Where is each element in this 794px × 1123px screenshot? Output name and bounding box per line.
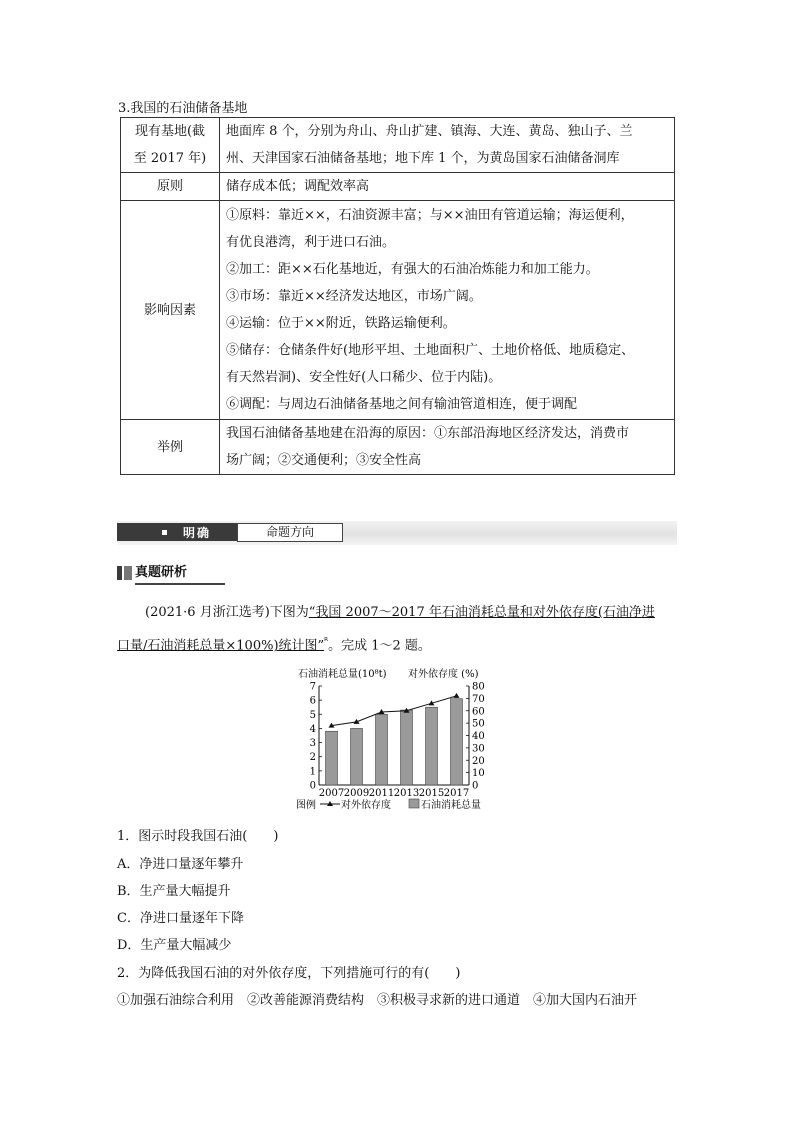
x-tick-label: 2017 (443, 788, 470, 799)
bar (401, 710, 413, 785)
intro-underlined: “我国 2007～2017 年石油消耗总量和对外依存度(石油净进 (308, 605, 655, 620)
intro-line-2 (117, 627, 431, 661)
legend-line-label: 对外依存度 (341, 800, 391, 811)
value-line: ④运输：位于××附近，铁路运输便利。 (226, 316, 456, 331)
chart-line (329, 693, 460, 728)
bar (426, 707, 438, 785)
oil-reserve-table (120, 117, 675, 475)
value-line: 州、天津国家石油储备基地；地下库 1 个，为黄岛国家石油储备洞库 (226, 151, 620, 166)
table-row (121, 173, 675, 201)
key-line: 至 2017 年) (133, 151, 207, 166)
value-line: ⑥调配：与周边石油储备基地之间有输油管道相连，便于调配 (226, 397, 578, 412)
row-key-example: 举例 (121, 420, 220, 475)
y2-tick-label: 0 (472, 780, 479, 792)
band-label-dark (117, 523, 237, 541)
x-tick-label: 2009 (343, 788, 370, 799)
x-tick-labels (319, 788, 469, 799)
legend-prefix: 图例 (296, 800, 316, 811)
row-value-principle: 储存成本低；调配效率高 (220, 173, 675, 201)
bar (451, 699, 463, 785)
y2-tick-label: 30 (472, 743, 485, 755)
value-line: 有天然岩洞)、安全性好(人口稀少、位于内陆)。 (226, 370, 502, 385)
question-1-option-a: A．净进口量逐年攀升 (117, 857, 244, 872)
intro-underlined: 口量/石油消耗总量×100%)统计图” (117, 638, 325, 654)
key-line: 现有基地(截 (134, 124, 206, 139)
intro-prefix: (2021·6 月浙江选考)下图为 (145, 605, 309, 620)
y2-tick-label: 60 (472, 706, 485, 718)
y2-tick-label: 50 (472, 718, 485, 730)
legend-bar-swatch (409, 799, 419, 808)
band-label-box: 命题方向 (237, 523, 343, 542)
y2-tick-label: 20 (472, 755, 485, 767)
y-axis-label: 石油消耗总量(10⁸t) (298, 669, 387, 680)
band-dark-text: 明确 (183, 526, 212, 540)
y2-tick-label: 80 (472, 681, 485, 693)
table-row (121, 118, 675, 173)
y-tick-label: 1 (309, 766, 316, 778)
question-1-option-b: B．生产量大幅提升 (117, 884, 231, 899)
x-tick-label: 2007 (318, 788, 345, 799)
legend-bar-label: 石油消耗总量 (421, 800, 481, 811)
section-title: 3.我国的石油储备基地 (118, 101, 248, 116)
intro-line-1 (145, 598, 680, 628)
y2-axis-label: 对外依存度 (%) (408, 669, 479, 680)
x-tick-label: 2011 (368, 788, 395, 799)
row-key-existing-bases (121, 118, 220, 173)
value-line: ②加工：距××石化基地近，有强大的石油冶炼能力和加工能力。 (226, 262, 599, 277)
row-value-existing-bases (220, 118, 675, 173)
legend (296, 798, 481, 811)
y-tick-label: 0 (309, 780, 316, 792)
y-tick-label: 2 (309, 752, 316, 764)
y-tick-label: 4 (309, 723, 316, 735)
oil-consumption-chart (290, 664, 510, 816)
row-value-example (220, 420, 675, 475)
question-1-stem: 1．图示时段我国石油( ) (117, 829, 279, 844)
value-line: ③市场：靠近××经济发达地区，市场广阔。 (226, 289, 482, 304)
intro-suffix: 。完成 1～2 题。 (328, 638, 431, 654)
x-tick-label: 2013 (393, 788, 420, 799)
value-line: ①原料：靠近××，石油资源丰富；与××油田有管道运输；海运便利， (226, 208, 634, 223)
question-2-stem: 2．为降低我国石油的对外依存度，下列措施可行的有( ) (117, 966, 461, 981)
row-key-factors: 影响因素 (121, 201, 220, 420)
y2-tick-label: 40 (472, 731, 485, 742)
bar (351, 728, 363, 785)
row-key-principle: 原则 (121, 173, 220, 201)
square-bullet-icon (162, 530, 167, 535)
value-line: 有优良港湾，利于进口石油。 (226, 235, 396, 250)
question-2-options: ①加强石油综合利用 ②改善能源消费结构 ③积极寻求新的进口通道 ④加大国内石油开 (117, 993, 638, 1008)
y2-tick-label: 10 (472, 768, 485, 780)
table-row (121, 201, 675, 420)
question-1-option-c: C．净进口量逐年下降 (117, 911, 244, 926)
y2-tick-label: 70 (472, 693, 485, 705)
y-tick-label: 3 (309, 738, 316, 750)
heading-marker-icon (117, 566, 122, 580)
row-value-factors (220, 201, 675, 420)
y-tick-label: 7 (309, 681, 316, 693)
value-line: 场广阔；②交通便利；③安全性高 (226, 453, 422, 468)
y-tick-label: 6 (309, 695, 316, 707)
value-line: 地面库 8 个，分别为舟山、舟山扩建、镇海、大连、黄岛、独山子、兰 (226, 124, 633, 139)
reference-marker: ᴿ (324, 637, 329, 647)
bar (326, 731, 338, 785)
table-row (121, 420, 675, 475)
value-line: 我国石油储备基地建在沿海的原因：①东部沿海地区经济发达，消费市 (226, 426, 630, 441)
question-1-option-d: D．生产量大幅减少 (117, 938, 232, 953)
line-point (454, 693, 460, 698)
value-line: ⑤储存：仓储条件好(地形平坦、土地面积广、土地价格低、地质稳定、 (226, 343, 635, 358)
heading-marker-icon (124, 566, 132, 580)
x-tick-label: 2015 (418, 788, 445, 799)
y-tick-label: 5 (309, 709, 316, 721)
bar (376, 714, 388, 785)
subheading-text: 真题研析 (135, 563, 225, 585)
